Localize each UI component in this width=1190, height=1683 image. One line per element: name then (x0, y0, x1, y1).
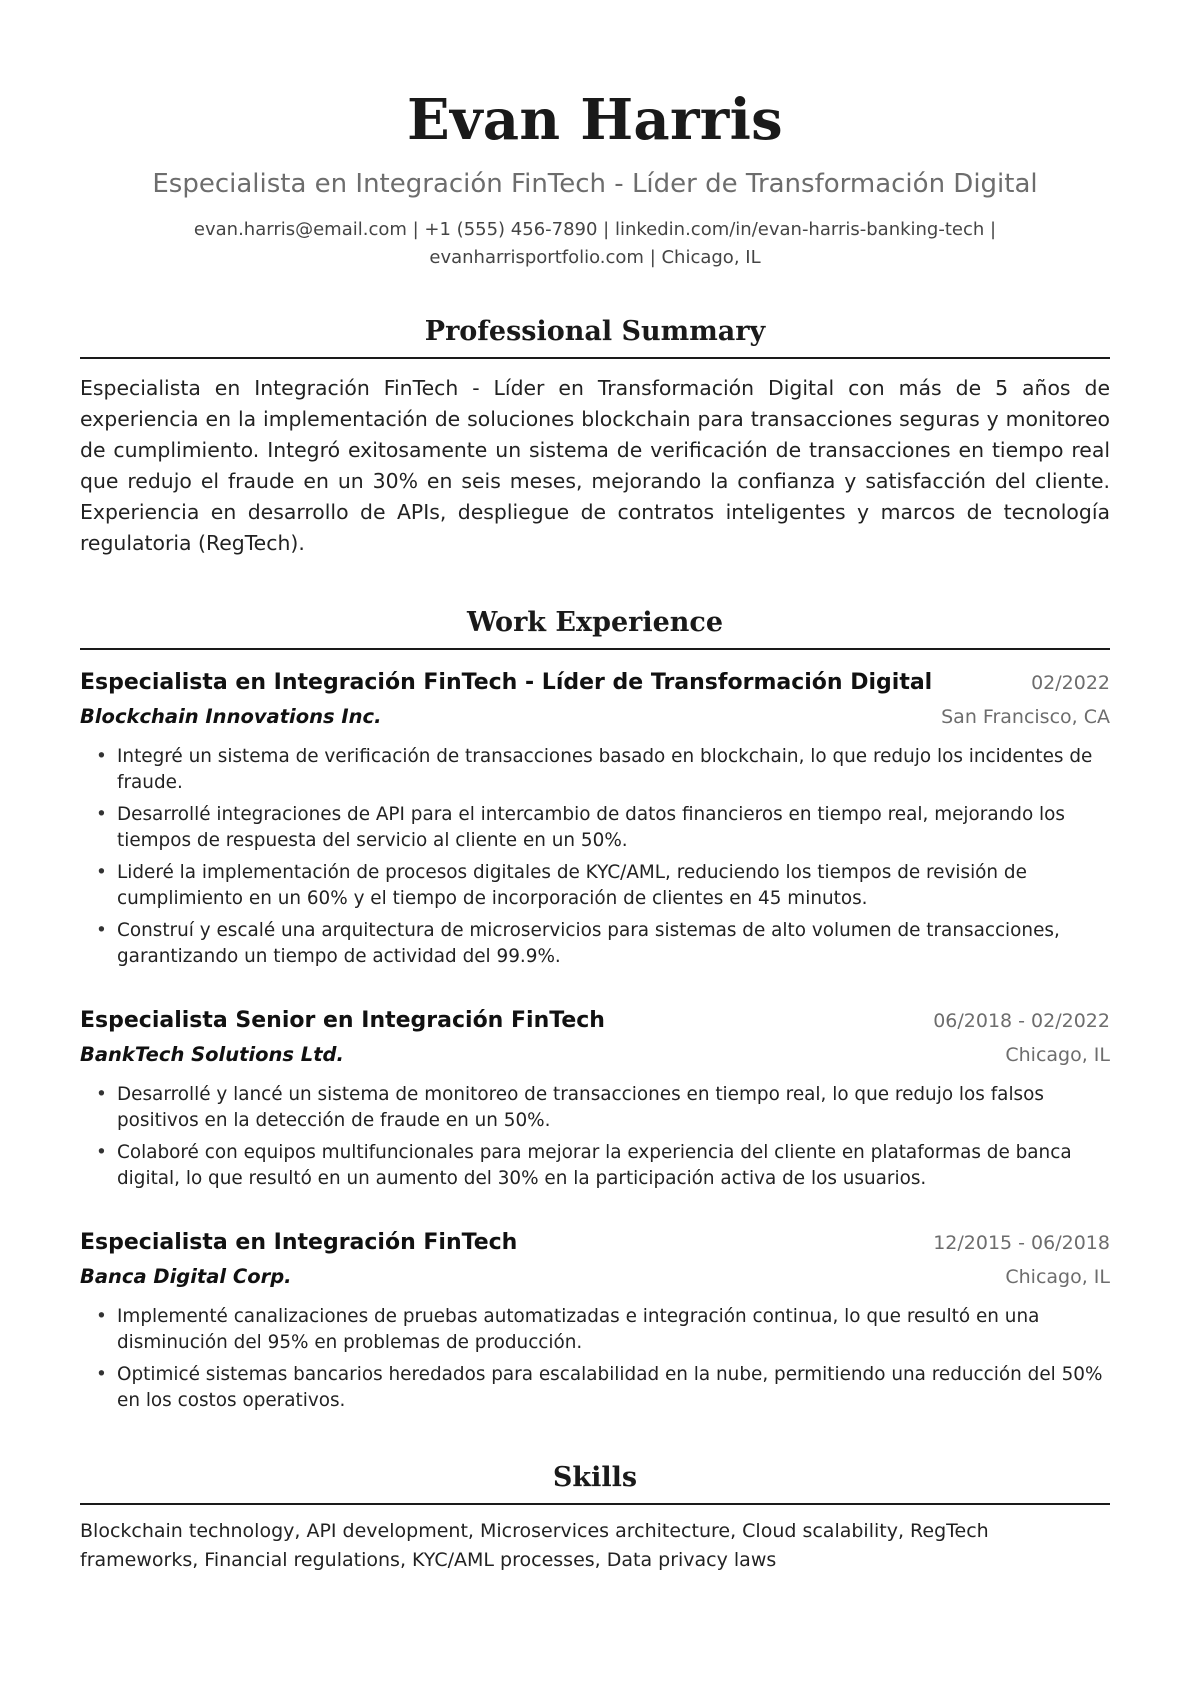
contact-line-1: evan.harris@email.com | +1 (555) 456-7890 | linkedin.com/in/evan-harris-banking-tech | (193, 219, 997, 240)
summary-title: Professional Summary (80, 312, 1110, 359)
job-dates: 02/2022 (1031, 672, 1110, 694)
job-location: Chicago, IL (1005, 1044, 1110, 1066)
skills-title: Skills (80, 1458, 1110, 1505)
job-dates: 12/2015 - 06/2018 (933, 1232, 1110, 1254)
job-bullets (80, 1304, 1110, 1414)
job-company-row (80, 1038, 1110, 1072)
job-title-row (80, 1226, 1110, 1260)
job-title-row (80, 1004, 1110, 1038)
job-bullet: • Implementé canalizaciones de pruebas automatizadas e integración continua, lo que resultó en una disminución del 95% en problemas de producción. (117, 1304, 1110, 1356)
job-bullets (80, 1082, 1110, 1192)
job-dates: 06/2018 - 02/2022 (933, 1010, 1110, 1032)
job-bullet: • Construí y escalé una arquitectura de microservicios para sistemas de alto volumen de transacciones, garantizando un tiempo de actividad del 99.9%. (117, 918, 1110, 970)
job-entry (80, 1004, 1110, 1192)
skills-text: Blockchain technology, API development, Microservices architecture, Cloud scalability, RegTech frameworks, Financial regulations, KYC/AML processes, Data privacy laws (80, 1520, 989, 1571)
resume-header (80, 78, 1110, 272)
job-company-row (80, 1260, 1110, 1294)
candidate-name: Evan Harris (406, 87, 784, 153)
job-title: Especialista en Integración FinTech (80, 1230, 518, 1255)
job-company-row (80, 700, 1110, 734)
contact-line-2: evanharrisportfolio.com | Chicago, IL (429, 247, 761, 268)
job-location: San Francisco, CA (941, 706, 1110, 728)
job-entry (80, 666, 1110, 970)
job-bullet: • Optimicé sistemas bancarios heredados para escalabilidad en la nube, permitiendo una reducción del 50% en los costos operativos. (117, 1362, 1110, 1414)
job-company: Banca Digital Corp. (80, 1265, 292, 1288)
job-title: Especialista en Integración FinTech - Líder de Transformación Digital (80, 670, 933, 695)
job-company: Blockchain Innovations Inc. (80, 705, 382, 728)
job-bullet: • Desarrollé integraciones de API para el intercambio de datos financieros en tiempo real, mejorando los tiempos de respuesta del servicio al cliente en un 50%. (117, 802, 1110, 854)
skills-section (80, 1458, 1110, 1575)
job-location: Chicago, IL (1005, 1266, 1110, 1288)
work-experience-section (80, 603, 1110, 1414)
job-company: BankTech Solutions Ltd. (80, 1043, 344, 1066)
job-entry (80, 1226, 1110, 1414)
summary-section (80, 312, 1110, 559)
candidate-headline: Especialista en Integración FinTech - Líder de Transformación Digital (152, 169, 1038, 199)
work-experience-title: Work Experience (80, 603, 1110, 650)
job-bullet: • Integré un sistema de verificación de transacciones basado en blockchain, lo que redujo los incidentes de fraude. (117, 744, 1110, 796)
job-bullet: • Colaboré con equipos multifuncionales para mejorar la experiencia del cliente en plataformas de banca digital, lo que resultó en un aumento del 30% en la participación activa de los usuarios. (117, 1140, 1110, 1192)
summary-text: Especialista en Integración FinTech - Líder en Transformación Digital con más de 5 años de experiencia en la implementación de soluciones blockchain para transacciones seguras y monitoreo de cumplimiento. Integró exitosamente un sistema de verificación de transacciones en tiempo real que redujo el fraude en un 30% en seis meses, mejorando la confianza y satisfacción del cliente. Experiencia en desarrollo de APIs, despliegue de contratos inteligentes y marcos de tecnología regulatoria (RegTech). (80, 376, 1110, 555)
job-title-row (80, 666, 1110, 700)
job-title: Especialista Senior en Integración FinTech (80, 1008, 605, 1033)
job-bullet: • Lideré la implementación de procesos digitales de KYC/AML, reduciendo los tiempos de revisión de cumplimiento en un 60% y el tiempo de incorporación de clientes en 45 minutos. (117, 860, 1110, 912)
contact-info (115, 216, 1075, 272)
job-bullet: • Desarrollé y lancé un sistema de monitoreo de transacciones en tiempo real, lo que redujo los falsos positivos en la detección de fraude en un 50%. (117, 1082, 1110, 1134)
job-bullets (80, 744, 1110, 970)
